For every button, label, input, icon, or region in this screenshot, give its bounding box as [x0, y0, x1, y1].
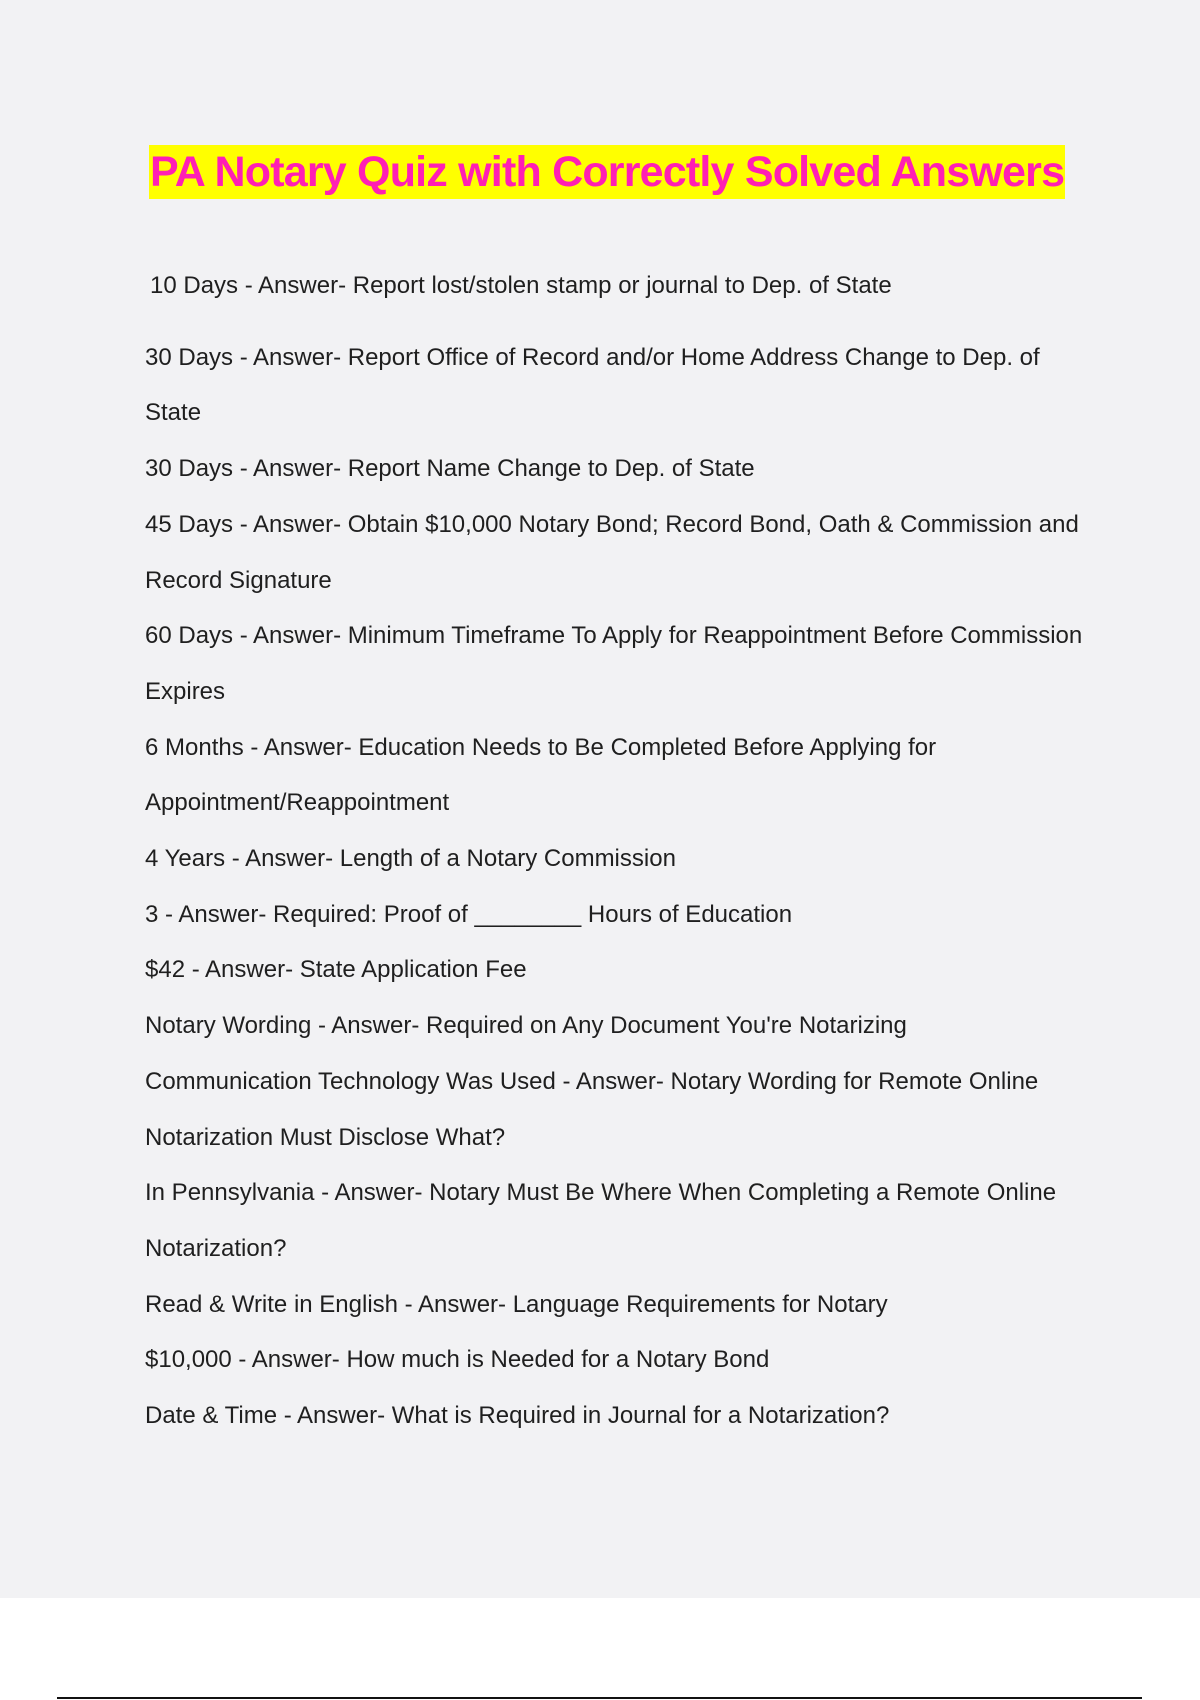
title-container	[149, 145, 1084, 199]
qa-item: In Pennsylvania - Answer- Notary Must Be Where When Completing a Remote Online Notarization?	[145, 1179, 1057, 1262]
qa-item: Notary Wording - Answer- Required on Any Document You're Notarizing	[145, 1012, 907, 1040]
qa-item: 30 Days - Answer- Report Name Change to Dep. of State	[145, 455, 755, 483]
qa-item: 4 Years - Answer- Length of a Notary Commission	[145, 845, 676, 873]
qa-item: 45 Days - Answer- Obtain $10,000 Notary Bond; Record Bond, Oath & Commission and Record Signature	[145, 510, 1079, 594]
qa-item: 10 Days - Answer- Report lost/stolen stamp or journal to Dep. of State	[150, 272, 892, 299]
qa-item: Date & Time - Answer- What is Required in Journal for a Notarization?	[145, 1402, 890, 1430]
qa-item: 3 - Answer- Required: Proof of ________ Hours of Education	[145, 900, 793, 928]
qa-item: Communication Technology Was Used - Answer- Notary Wording for Remote Online Notarization Must Disclose What?	[145, 1067, 1039, 1151]
qa-list	[145, 258, 1095, 1444]
qa-item: 60 Days - Answer- Minimum Timeframe To Apply for Reappointment Before Commission Expires	[145, 622, 1083, 705]
page-title: PA Notary Quiz with Correctly Solved Answers	[149, 145, 1065, 199]
qa-item: Read & Write in English - Answer- Language Requirements for Notary	[145, 1290, 888, 1318]
qa-item: 30 Days - Answer- Report Office of Record and/or Home Address Change to Dep. of State	[145, 343, 1040, 427]
footer-divider	[57, 1697, 1142, 1699]
qa-item: 6 Months - Answer- Education Needs to Be Completed Before Applying for Appointment/Reappointment	[145, 733, 937, 817]
qa-item: $10,000 - Answer- How much is Needed for a Notary Bond	[145, 1346, 770, 1374]
qa-item: $42 - Answer- State Application Fee	[145, 956, 527, 984]
